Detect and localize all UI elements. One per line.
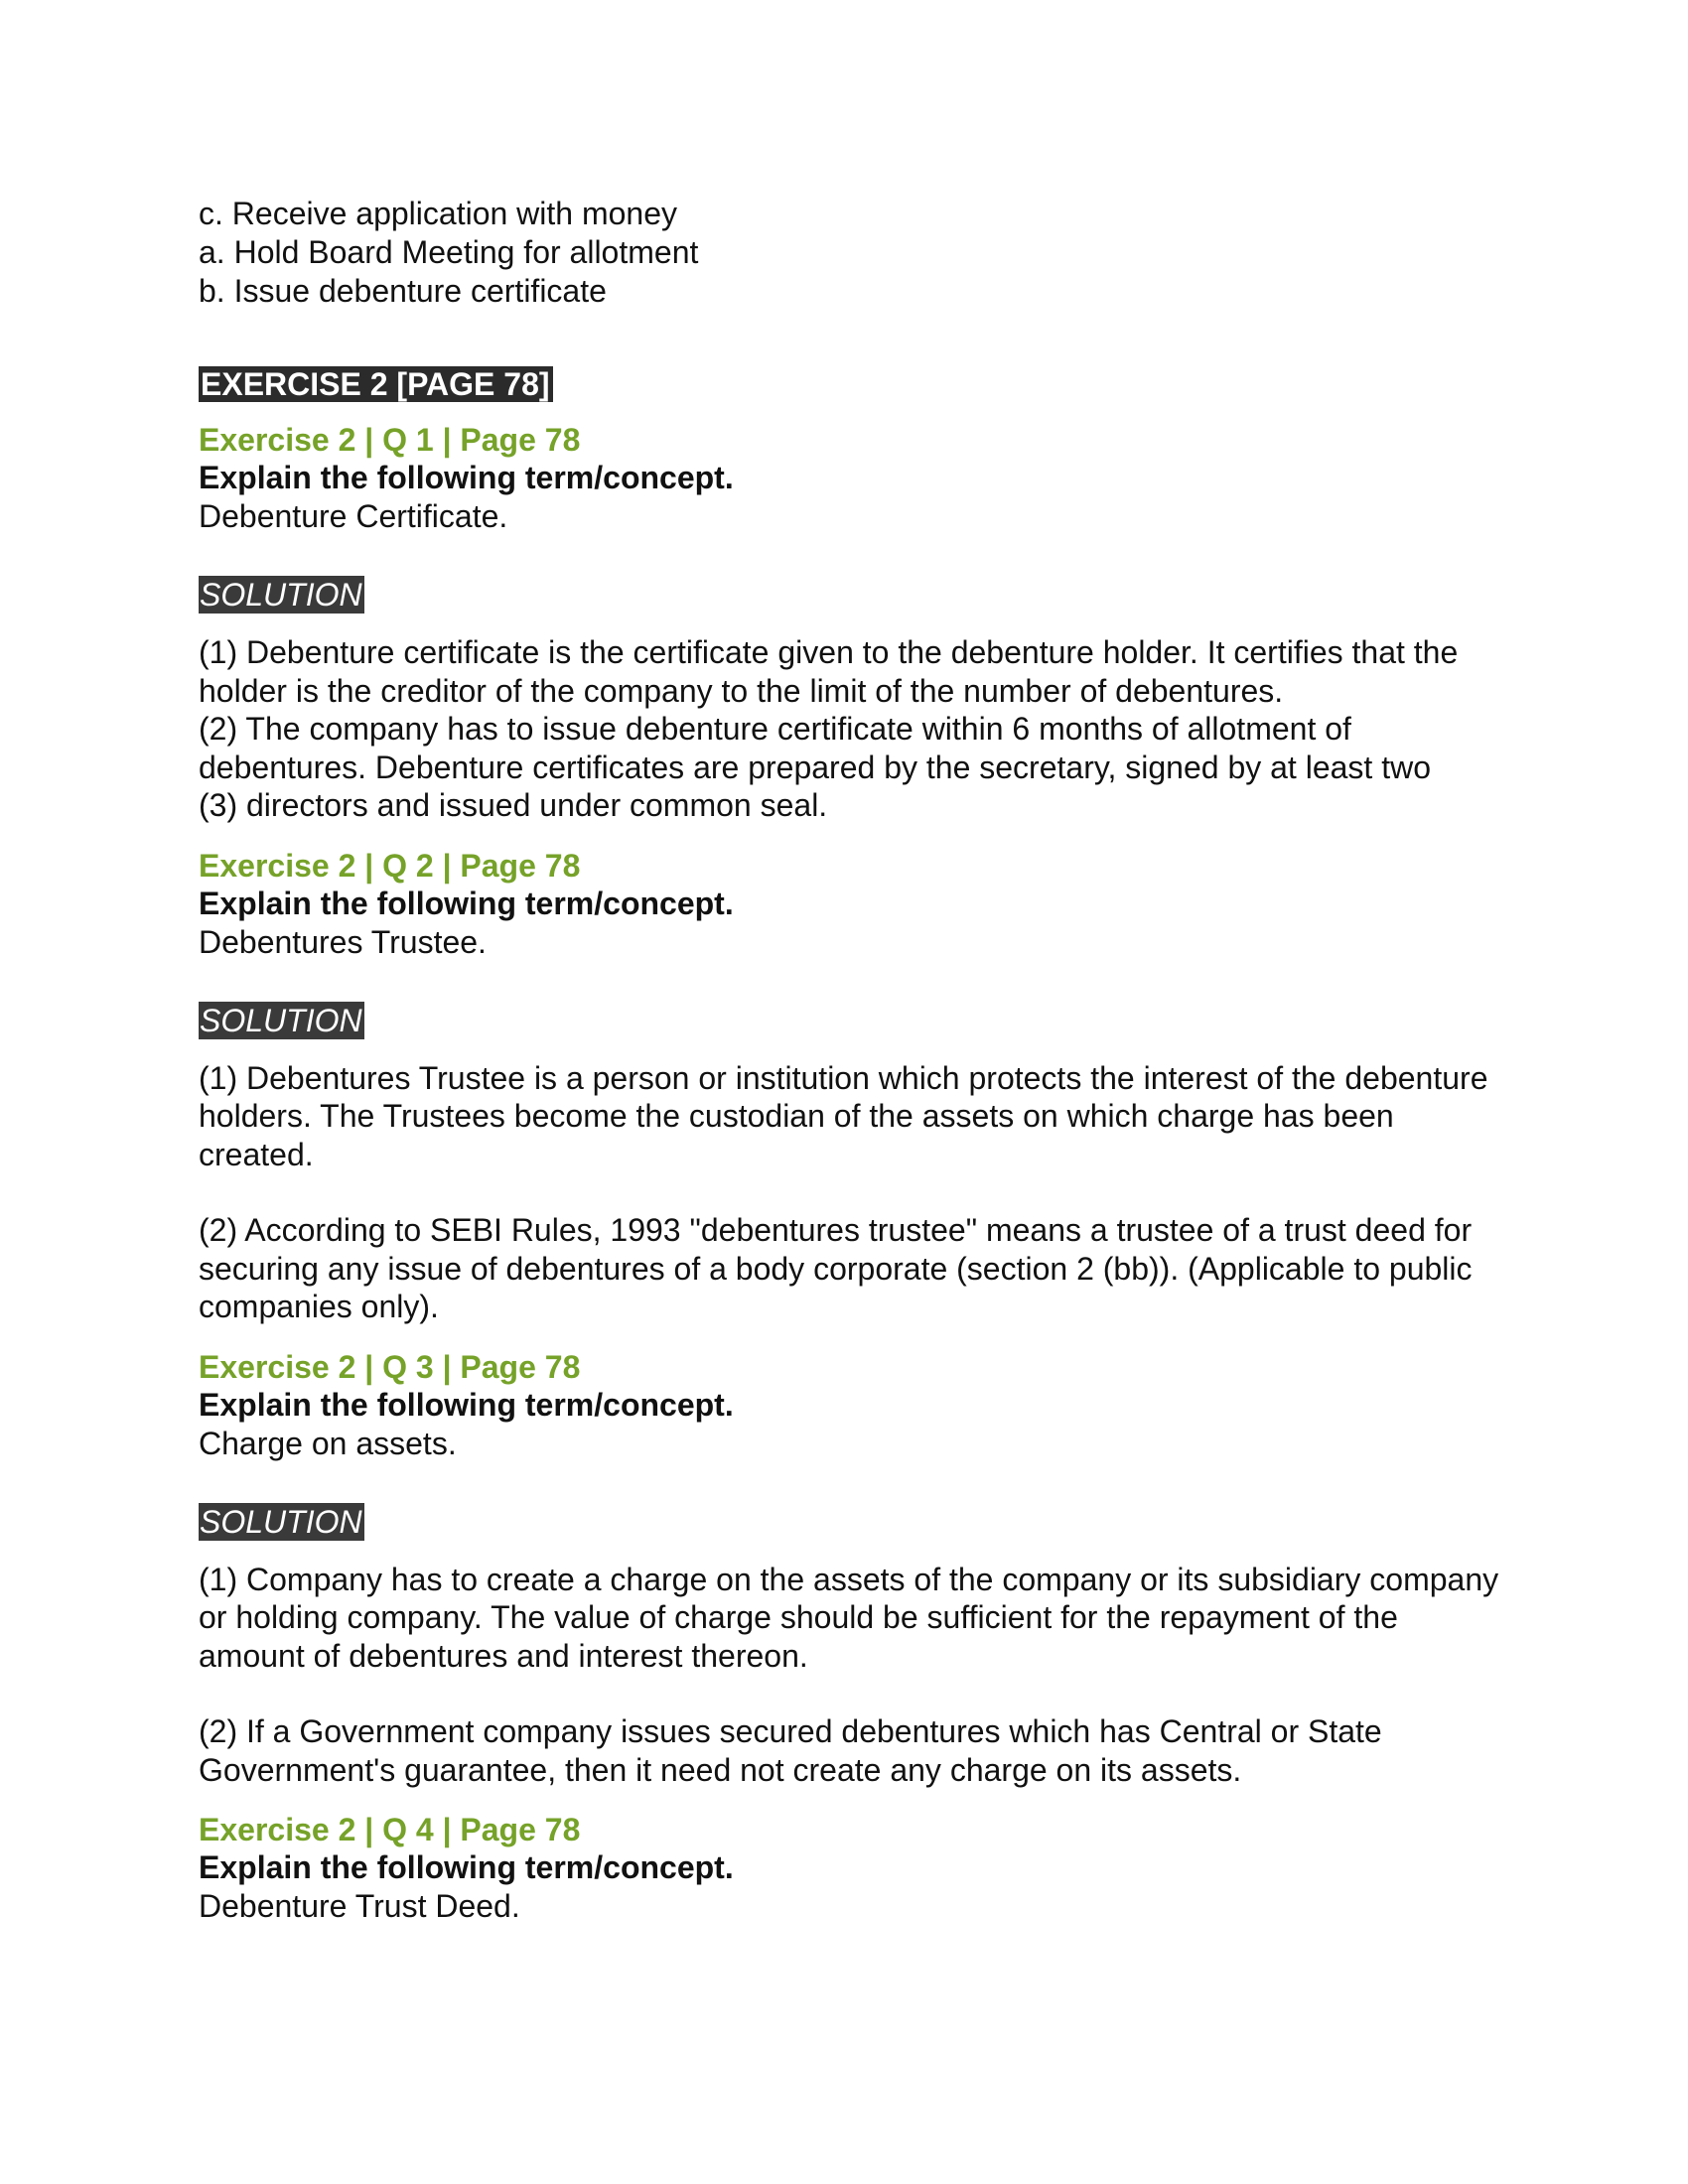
- exercise-banner: EXERCISE 2 [PAGE 78]: [199, 366, 553, 402]
- question-term: Debentures Trustee.: [199, 923, 487, 960]
- question-prompt: Explain the following term/concept.: [199, 1849, 734, 1885]
- solution-body: [199, 1561, 1509, 1790]
- solution-paragraph: (2) The company has to issue debenture certificate within 6 months of allotment of debentures. Debenture certificates are prepared by the secretary, signed by at least two: [199, 711, 1431, 785]
- step-item: b. Issue debenture certificate: [199, 273, 607, 309]
- solution-paragraph: (1) Debentures Trustee is a person or institution which protects the interest of the debenture holders. The Trustees become the custodian of the assets on which charge has been created.: [199, 1059, 1488, 1172]
- question-prompt: Explain the following term/concept.: [199, 1386, 734, 1423]
- question-prompt: Explain the following term/concept.: [199, 885, 734, 921]
- question-heading[interactable]: Exercise 2 | Q 1 | Page 78: [199, 422, 581, 458]
- question-block-3: [199, 1348, 1509, 1790]
- solution-paragraph: (3) directors and issued under common seal.: [199, 787, 828, 823]
- question-term: Debenture Trust Deed.: [199, 1888, 520, 1924]
- solution-body: [199, 633, 1509, 825]
- step-item: a. Hold Board Meeting for allotment: [199, 234, 699, 270]
- question-block-1: [199, 421, 1509, 825]
- steps-list: [199, 195, 1509, 311]
- question-block-4: [199, 1811, 1509, 1926]
- question-term: Debenture Certificate.: [199, 498, 508, 534]
- question-block-2: [199, 847, 1509, 1326]
- question-term: Charge on assets.: [199, 1425, 457, 1461]
- solution-paragraph: (1) Debenture certificate is the certificate given to the debenture holder. It certifies that the holder is the creditor of the company to the limit of the number of debentures.: [199, 634, 1459, 709]
- solution-label: SOLUTION: [200, 1002, 362, 1038]
- solution-label: SOLUTION: [200, 1503, 362, 1540]
- solution-label: SOLUTION: [200, 577, 362, 613]
- question-heading[interactable]: Exercise 2 | Q 2 | Page 78: [199, 847, 581, 884]
- solution-paragraph: (2) According to SEBI Rules, 1993 "debentures trustee" means a trustee of a trust deed for securing any issue of debentures of a body corporate (section 2 (bb)). (Applicable to public companies only).: [199, 1212, 1473, 1324]
- solution-body: [199, 1059, 1509, 1326]
- solution-paragraph: (1) Company has to create a charge on the assets of the company or its subsidiary company or holding company. The value of charge should be sufficient for the repayment of the amount of debentures and interest thereon.: [199, 1561, 1499, 1674]
- document-page: [199, 195, 1509, 1966]
- question-heading[interactable]: Exercise 2 | Q 3 | Page 78: [199, 1348, 581, 1385]
- step-item: c. Receive application with money: [199, 196, 678, 231]
- question-heading[interactable]: Exercise 2 | Q 4 | Page 78: [199, 1812, 581, 1847]
- question-prompt: Explain the following term/concept.: [199, 460, 734, 495]
- solution-paragraph: (2) If a Government company issues secured debentures which has Central or State Government's guarantee, then it need not create any charge on its assets.: [199, 1713, 1382, 1788]
